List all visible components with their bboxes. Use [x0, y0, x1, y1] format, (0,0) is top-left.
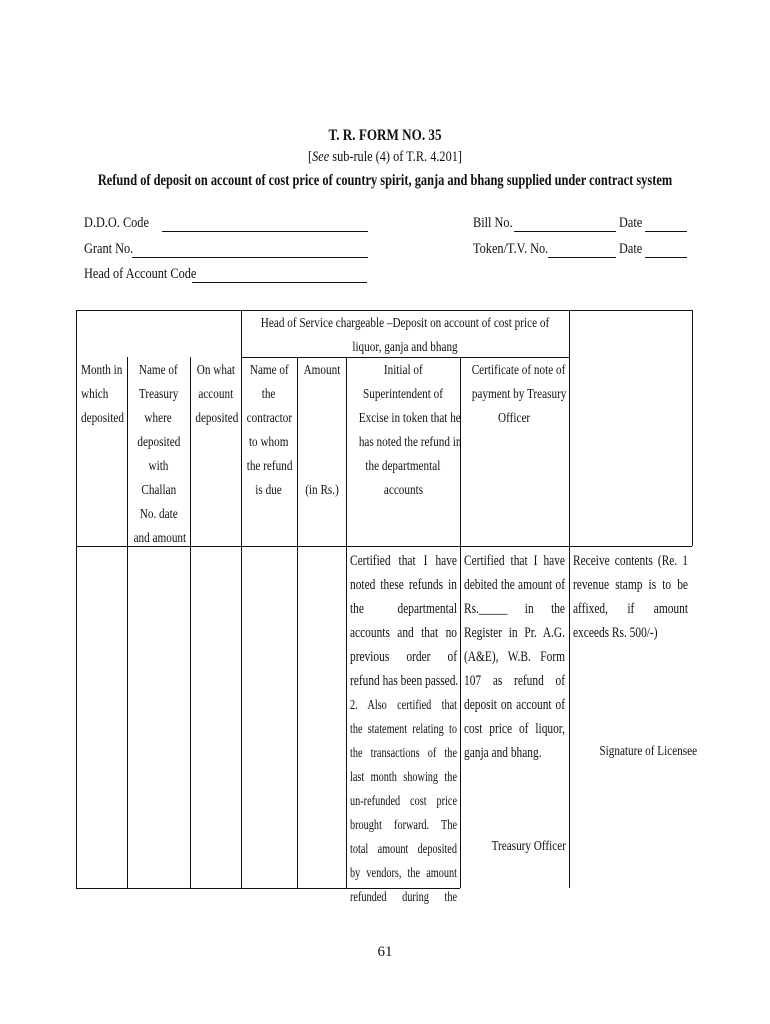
form-subtitle: Refund of deposit on account of cost price of country spirit, ganja and bhang supplied under contract system: [97, 172, 673, 189]
ddo-code-line[interactable]: [162, 231, 368, 232]
head-of-account-code-label: Head of Account Code: [84, 266, 197, 282]
head-of-account-code-line[interactable]: [192, 282, 367, 283]
date-line-1[interactable]: [645, 231, 687, 232]
col-month-deposited: Month in which deposited: [81, 363, 124, 426]
date-line-2[interactable]: [645, 257, 687, 258]
sub-rule-reference: [See sub-rule (4) of T.R. 4.201]: [308, 149, 462, 165]
token-tv-no-line[interactable]: [548, 257, 616, 258]
superintendent-certificate: Certified that I have noted these refunds in the departmental accounts and that no previous order of refund has been passed. 2. Also certified that the statement relating to the transactions of the last month showing the un-refunded cost price brought forward. The total amount deposited by vendors, the amount refunded during the: [350, 549, 457, 909]
col-account-deposited: On what account deposited: [195, 363, 239, 426]
token-tv-no-label: Token/T.V. No.: [473, 241, 549, 257]
date-label-2: Date: [619, 241, 643, 257]
head-of-service-header: Head of Service chargeable –Deposit on account of cost price of liquor, ganja and bhang: [260, 316, 550, 355]
date-label-1: Date: [619, 215, 643, 231]
col-amount: Amount: [303, 363, 340, 378]
col-treasury-certificate: Certificate of note of payment by Treasury Officer: [471, 363, 567, 426]
col-amount-unit: (in Rs.): [304, 483, 339, 498]
grant-no-label: Grant No.: [84, 241, 134, 257]
grant-no-line[interactable]: [132, 257, 368, 258]
licensee-signature-label: Signature of Licensee: [599, 744, 698, 759]
bill-no-label: Bill No.: [473, 215, 513, 231]
cert-line: Certified that I have: [350, 553, 457, 569]
receipt-note: Receive contents (Re. 1 revenue stamp is to be affixed, if amount exceeds Rs. 500/-): [573, 553, 689, 641]
form-title: T. R. FORM NO. 35: [328, 127, 442, 144]
col-contractor-name: Name of the contractor to whom the refund is due: [246, 363, 293, 498]
treasury-officer-label: Treasury Officer: [491, 839, 566, 854]
ddo-code-label: D.D.O. Code: [84, 215, 149, 231]
col-superintendent-initial: Initial of Superintendent of Excise in token that he has noted the refund in the departmental accounts: [358, 363, 462, 498]
page-number: 61: [377, 944, 393, 960]
bill-no-line[interactable]: [514, 231, 616, 232]
col-treasury-challan: Name of Treasury where deposited with Challan No. date and amount: [133, 363, 187, 546]
treasury-certificate: Certified that I have debited the amount of Rs._____ in the Register in Pr. A.G. (A&E), W.B. Form 107 as refund of deposit on account of cost price of liquor, ganja and bhang.: [464, 553, 566, 761]
